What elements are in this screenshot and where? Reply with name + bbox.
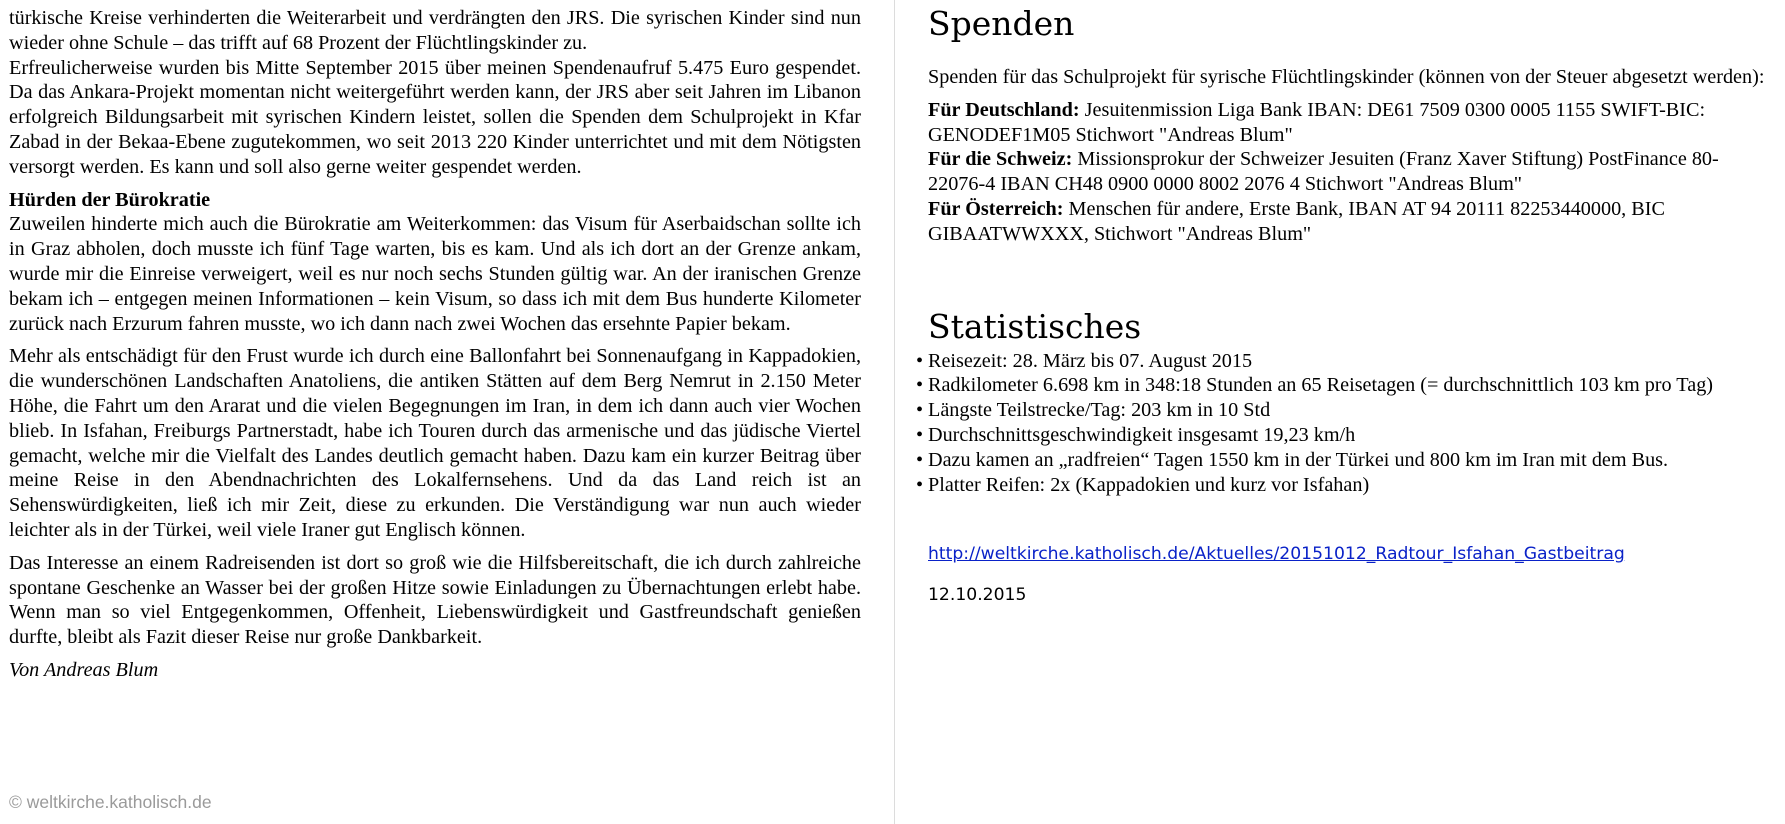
- list-item: • Platter Reifen: 2x (Kappadokien und kurz vor Isfahan): [916, 473, 1370, 496]
- list-item: • Durchschnittsgeschwindigkeit insgesamt 19,23 km/h: [916, 423, 1356, 446]
- article-left-column: [9, 6, 861, 691]
- donation-switzerland-details: Missionsprokur der Schweizer Jesuiten (Franz Xaver Stiftung) PostFinance 80-22076-4 IBAN CH48 0900 0000 8002 2076 4 Stichwort "Andreas Blum": [928, 148, 1719, 196]
- list-item: • Reisezeit: 28. März bis 07. August 2015: [916, 349, 1253, 372]
- bullet-icon: •: [916, 473, 924, 496]
- paragraph-donations: Erfreulicherweise wurden bis Mitte September 2015 über meinen Spendenaufruf 5.475 Euro gespendet. Da das Ankara-Projekt momentan nicht weitergeführt werden kann, der JRS aber seit Jahren im Libanon erfolgreich Bildungsarbeit mit syrischen Kindern leistet, sollen die Spenden dem Schulprojekt in Kfar Zabad in der Bekaa-Ebene zugutekommen, wo seit 2013 220 Kinder unterrichtet und mit dem Nötigsten versorgt werden. Es kann und soll also gerne weiter gespendet werden.: [9, 56, 861, 178]
- paragraph-visa: Zuweilen hinderte mich auch die Bürokratie am Weiterkommen: das Visum für Aserbaidschan sollte ich in Graz abholen, doch musste ich fünf Tage warten, bis es kam. Und als ich dort an der Grenze ankam, wurde mir die Einreise verweigert, weil es nur noch sechs Stunden gültig war. An der iranischen Grenze bekam ich – entgegen meinen Informationen – kein Visum, so dass ich mit dem Bus hunderte Kilometer zurück nach Erzurum fahren musste, wo ich dann nach zwei Wochen das ersehnte Papier bekam.: [9, 213, 861, 335]
- paragraph-hospitality: Das Interesse an einem Radreisenden ist dort so groß wie die Hilfsbereitschaft, die ich durch zahlreiche spontane Geschenke an Wasser bei der großen Hitze sowie Einladungen zu Übernachtungen erlebt habe. Wenn man so viel Entgegenkommen, Offenheit, Liebenswürdigkeit und Gastfreundschaft genießen durfte, bleibt als Fazit dieser Reise nur große Dankbarkeit.: [9, 551, 861, 649]
- article-right-column: [916, 4, 1768, 608]
- donation-germany-label: Für Deutschland:: [928, 98, 1080, 121]
- spenden-heading: Spenden: [928, 4, 1075, 43]
- copyright-watermark: © weltkirche.katholisch.de: [9, 792, 212, 812]
- statistics-heading: Statistisches: [928, 306, 1142, 346]
- bullet-icon: •: [916, 423, 924, 446]
- donation-austria-details: Menschen für andere, Erste Bank, IBAN AT 94 20111 82253440000, BIC GIBAATWWXXX, Stichwort "Andreas Blum": [928, 197, 1665, 245]
- publication-date: 12.10.2015: [928, 585, 1027, 606]
- author-byline: Von Andreas Blum: [9, 658, 159, 681]
- donation-austria: [928, 197, 1768, 247]
- bullet-icon: •: [916, 399, 924, 422]
- paragraph-jrs-school: türkische Kreise verhinderten die Weiterarbeit und verdrängten den JRS. Die syrischen Kinder sind nun wieder ohne Schule – das trifft auf 68 Prozent der Flüchtlingskinder zu.: [9, 7, 861, 54]
- list-item: • Radkilometer 6.698 km in 348:18 Stunden an 65 Reisetagen (= durchschnittlich 103 km pro Tag): [916, 374, 1714, 397]
- section-heading-buerokratie: Hürden der Bürokratie: [9, 188, 211, 211]
- column-divider: [894, 0, 895, 824]
- donation-switzerland: [928, 147, 1768, 197]
- spenden-intro: Spenden für das Schulprojekt für syrische Flüchtlingskinder (können von der Steuer abgesetzt werden):: [928, 66, 1765, 88]
- list-item: • Dazu kamen an „radfreien“ Tagen 1550 km in der Türkei und 800 km im Iran mit dem Bus.: [916, 448, 1669, 471]
- source-link[interactable]: http://weltkirche.katholisch.de/Aktuelles/20151012_Radtour_Isfahan_Gastbeitrag: [928, 544, 1625, 565]
- list-item: • Längste Teilstrecke/Tag: 203 km in 10 Std: [916, 399, 1271, 422]
- donation-austria-label: Für Österreich:: [928, 197, 1064, 220]
- bullet-icon: •: [916, 349, 924, 372]
- donation-germany-details: Jesuitenmission Liga Bank IBAN: DE61 7509 0300 0005 1155 SWIFT-BIC: GENODEF1M05 Stichwort "Andreas Blum": [928, 98, 1706, 146]
- bullet-icon: •: [916, 374, 924, 397]
- donation-switzerland-label: Für die Schweiz:: [928, 148, 1073, 171]
- statistics-list: [916, 349, 1768, 498]
- paragraph-iran: Mehr als entschädigt für den Frust wurde ich durch eine Ballonfahrt bei Sonnenaufgang in Kappadokien, die wunderschönen Landschaften Anatoliens, die antiken Stätten auf dem Berg Nemrut in 2.150 Meter Höhe, die Fahrt um den Ararat und die vielen Begegnungen im Iran, in dem ich dann auch vier Wochen blieb. In Isfahan, Freiburgs Partnerstadt, habe ich Touren durch das armenische und das jüdische Viertel gemacht, welche mir die Vielfalt des Landes deutlich gemacht haben. Dazu kam ein kurzer Beitrag über meine Reise in den Abendnachrichten des Lokalfernsehens. Und da das Land reich ist an Sehenswürdigkeiten, ließ ich mir Zeit, diese zu erkunden. Die Verständigung war nun auch wieder leichter als in der Türkei, weil viele Iraner gut Englisch können.: [9, 345, 861, 541]
- bullet-icon: •: [916, 448, 924, 471]
- donation-germany: [928, 98, 1768, 148]
